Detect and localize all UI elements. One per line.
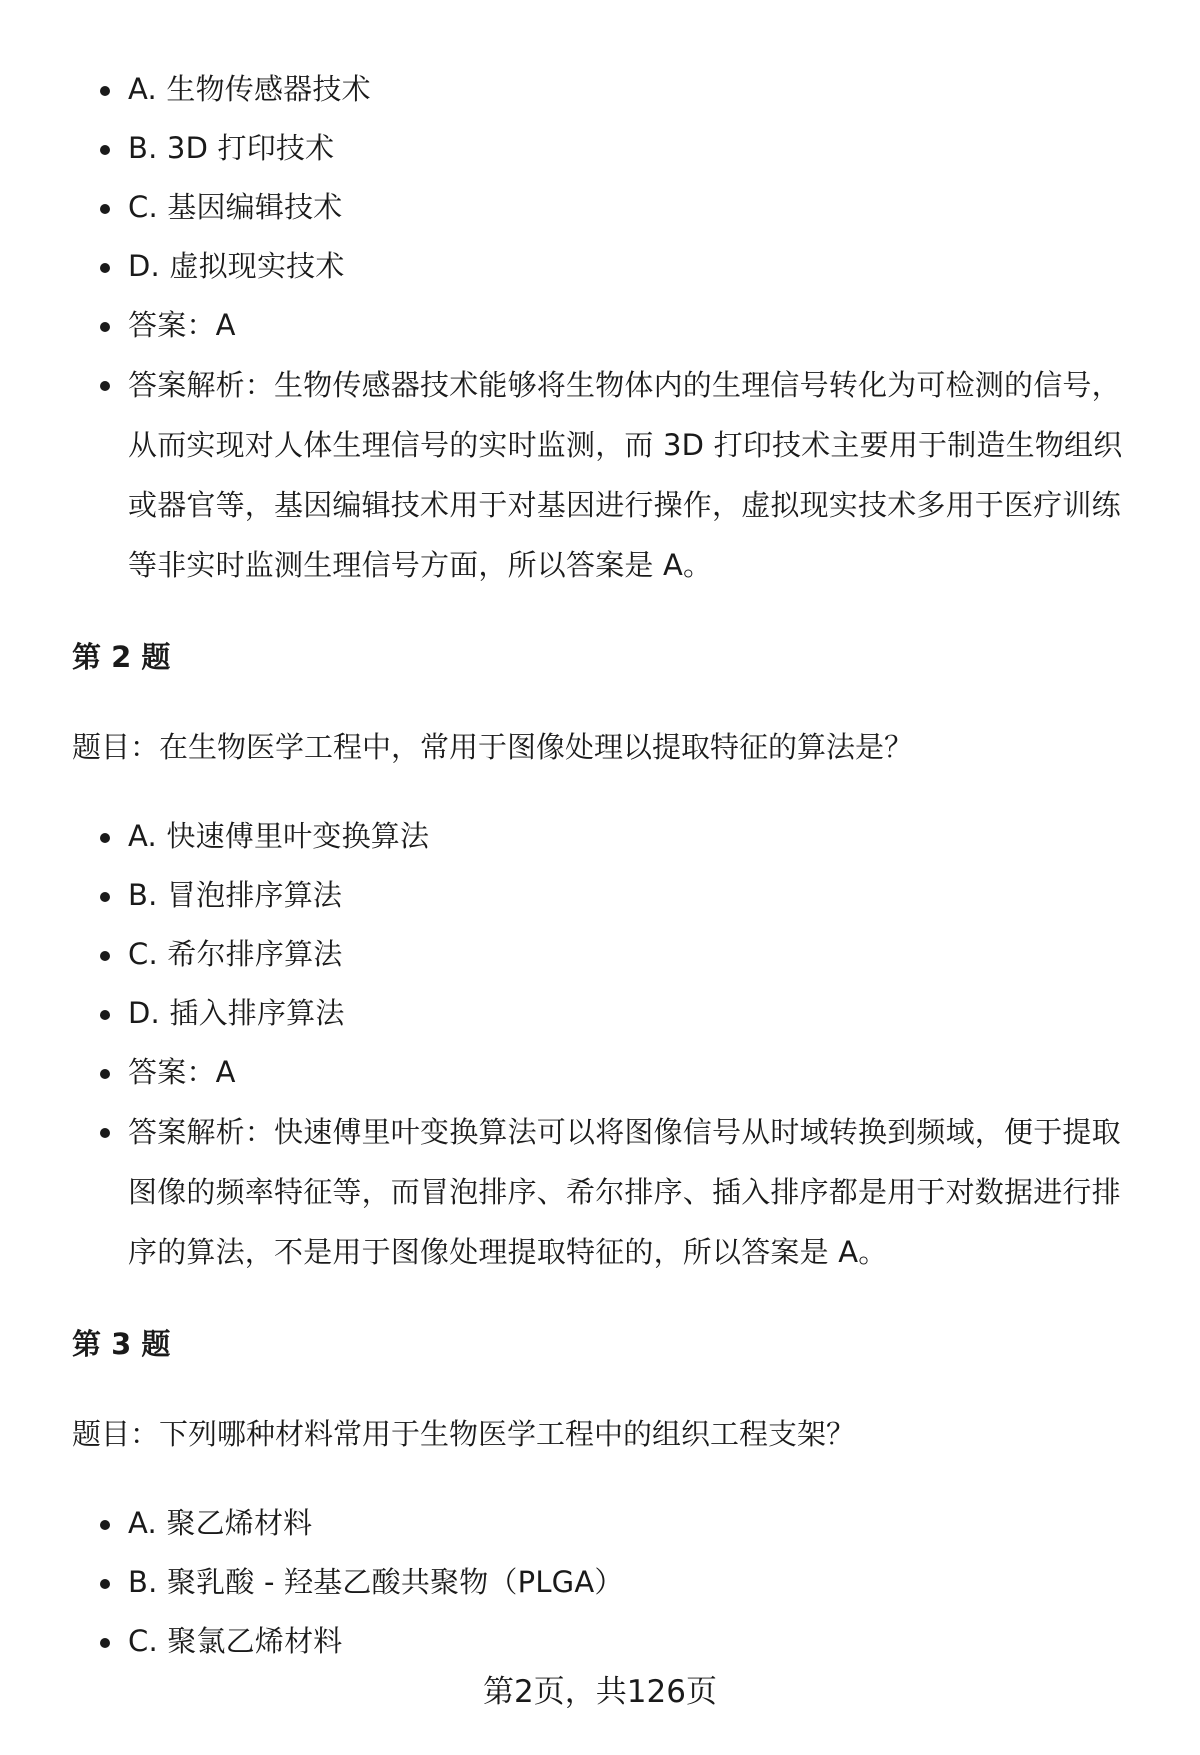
q3-stem: 题目：下列哪种材料常用于生物医学工程中的组织工程支架？ — [72, 1417, 856, 1451]
q1-answer: 答案：A — [72, 296, 1142, 355]
q3-option-a: A. 聚乙烯材料 — [72, 1494, 1142, 1553]
q2-heading: 第 2 题 — [72, 640, 171, 674]
q3-option-list — [72, 1494, 1142, 1671]
q1-option-d: D. 虚拟现实技术 — [72, 237, 1142, 296]
q2-option-d: D. 插入排序算法 — [72, 984, 1142, 1043]
q2-option-c: C. 希尔排序算法 — [72, 925, 1142, 984]
q3-heading: 第 3 题 — [72, 1327, 171, 1361]
q2-answer: 答案：A — [72, 1043, 1142, 1102]
q2-option-b: B. 冒泡排序算法 — [72, 866, 1142, 925]
q1-explanation: 答案解析：生物传感器技术能够将生物体内的生理信号转化为可检测的信号，从而实现对人体生理信号的实时监测，而 3D 打印技术主要用于制造生物组织或器官等，基因编辑技术用于对基因进行操作，虚拟现实技术多用于医疗训练等非实时监测生理信号方面，所以答案是 A。 — [72, 355, 1142, 595]
q3-option-b: B. 聚乳酸 - 羟基乙酸共聚物（PLGA） — [72, 1553, 1142, 1612]
q2-stem: 题目：在生物医学工程中，常用于图像处理以提取特征的算法是？ — [72, 730, 914, 764]
q3-option-c: C. 聚氯乙烯材料 — [72, 1612, 1142, 1671]
q1-option-b: B. 3D 打印技术 — [72, 119, 1142, 178]
q1-option-a: A. 生物传感器技术 — [72, 60, 1142, 119]
q2-explanation: 答案解析：快速傅里叶变换算法可以将图像信号从时域转换到频域，便于提取图像的频率特征等，而冒泡排序、希尔排序、插入排序都是用于对数据进行排序的算法，不是用于图像处理提取特征的，所以答案是 A。 — [72, 1102, 1142, 1282]
q1-option-list — [72, 60, 1142, 595]
q2-option-list — [72, 807, 1142, 1282]
page-number-footer: 第2页，共126页 — [483, 1674, 717, 1710]
q2-option-a: A. 快速傅里叶变换算法 — [72, 807, 1142, 866]
q1-option-c: C. 基因编辑技术 — [72, 178, 1142, 237]
document-body — [72, 60, 1142, 1671]
